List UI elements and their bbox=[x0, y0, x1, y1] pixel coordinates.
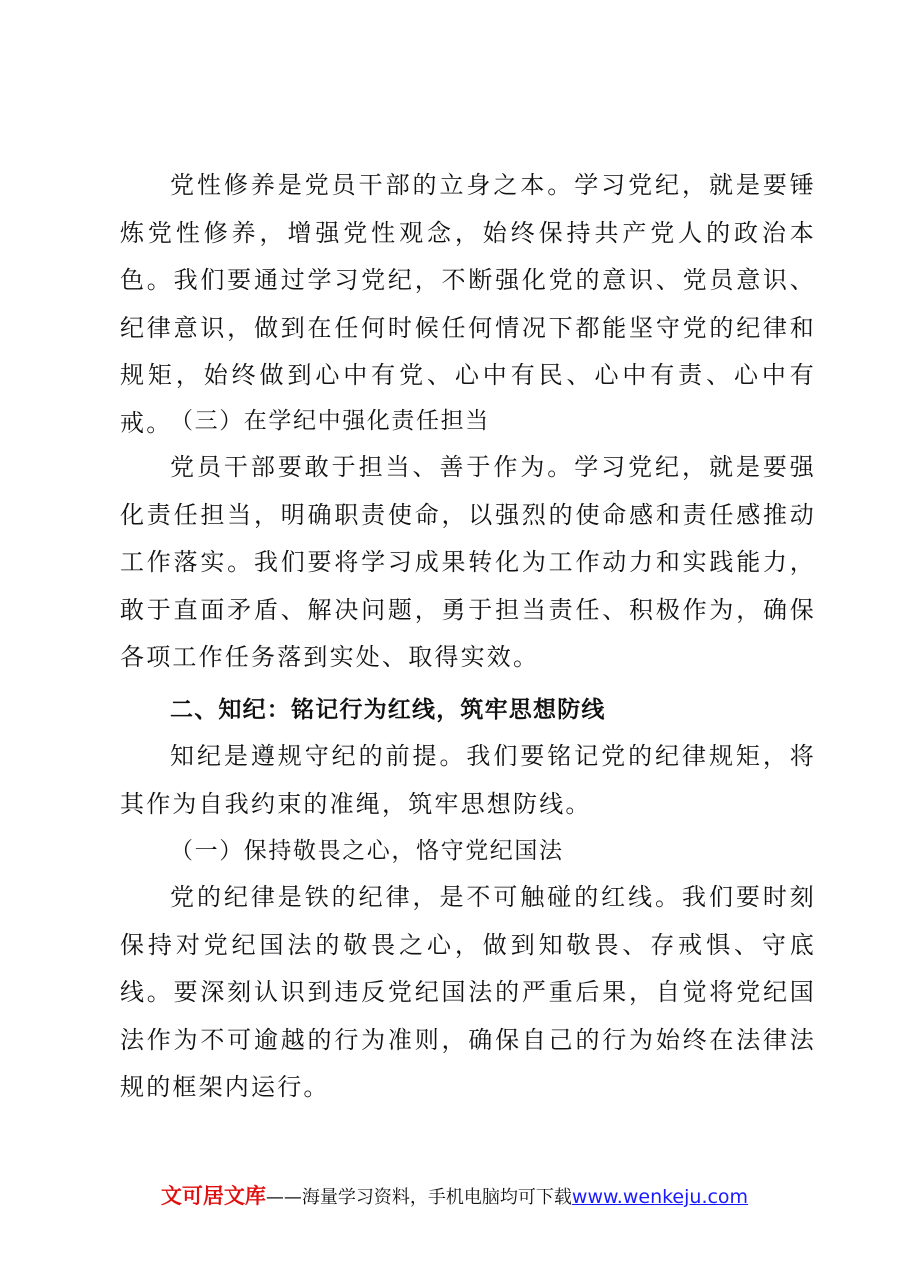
paragraph-reverence: 党的纪律是铁的纪律，是不可触碰的红线。我们要时刻保持对党纪国法的敬畏之心，做到知敬畏、存戒惧、守底线。要深刻认识到违反党纪国法的严重后果，自觉将党纪国法作为不可逾越的行为准则，确保自己的行为始终在法律法规的框架内运行。 bbox=[120, 883, 816, 1101]
subheading-responsibility: （三）在学纪中强化责任担当 bbox=[170, 408, 490, 434]
paragraph-responsibility: 党员干部要敢于担当、善于作为。学习党纪，就是要强化责任担当，明确职责使命，以强烈的使命感和责任感推动工作落实。我们要将学习成果转化为工作动力和实践能力，敢于直面矛盾、解决问题，勇于担当责任、积极作为，确保各项工作任务落到实处、取得实效。 bbox=[120, 453, 816, 671]
footer-brand: 文可居文库 bbox=[160, 1184, 266, 1208]
footer-url-link[interactable]: www.wenkeju.com bbox=[571, 1186, 749, 1208]
subheading-reverence: （一）保持敬畏之心，恪守党纪国法 bbox=[170, 838, 564, 864]
section-heading-know-discipline: 二、知纪：铭记行为红线，筑牢思想防线 bbox=[170, 697, 606, 723]
footer-banner bbox=[0, 1180, 909, 1210]
paragraph-party-spirit: 党性修养是党员干部的立身之本。学习党纪，就是要锤炼党性修养，增强党性观念，始终保持共产党人的政治本色。我们要通过学习党纪，不断强化党的意识、党员意识、纪律意识，做到在任何时候任何情况下都能坚守党的纪律和规矩，始终做到心中有党、心中有民、心中有责、心中有戒。 bbox=[120, 171, 816, 437]
paragraph-know-discipline: 知纪是遵规守纪的前提。我们要铭记党的纪律规矩，将其作为自我约束的准绳，筑牢思想防线。 bbox=[120, 742, 816, 818]
footer-slogan: ——海量学习资料，手机电脑均可下载 bbox=[265, 1187, 572, 1208]
